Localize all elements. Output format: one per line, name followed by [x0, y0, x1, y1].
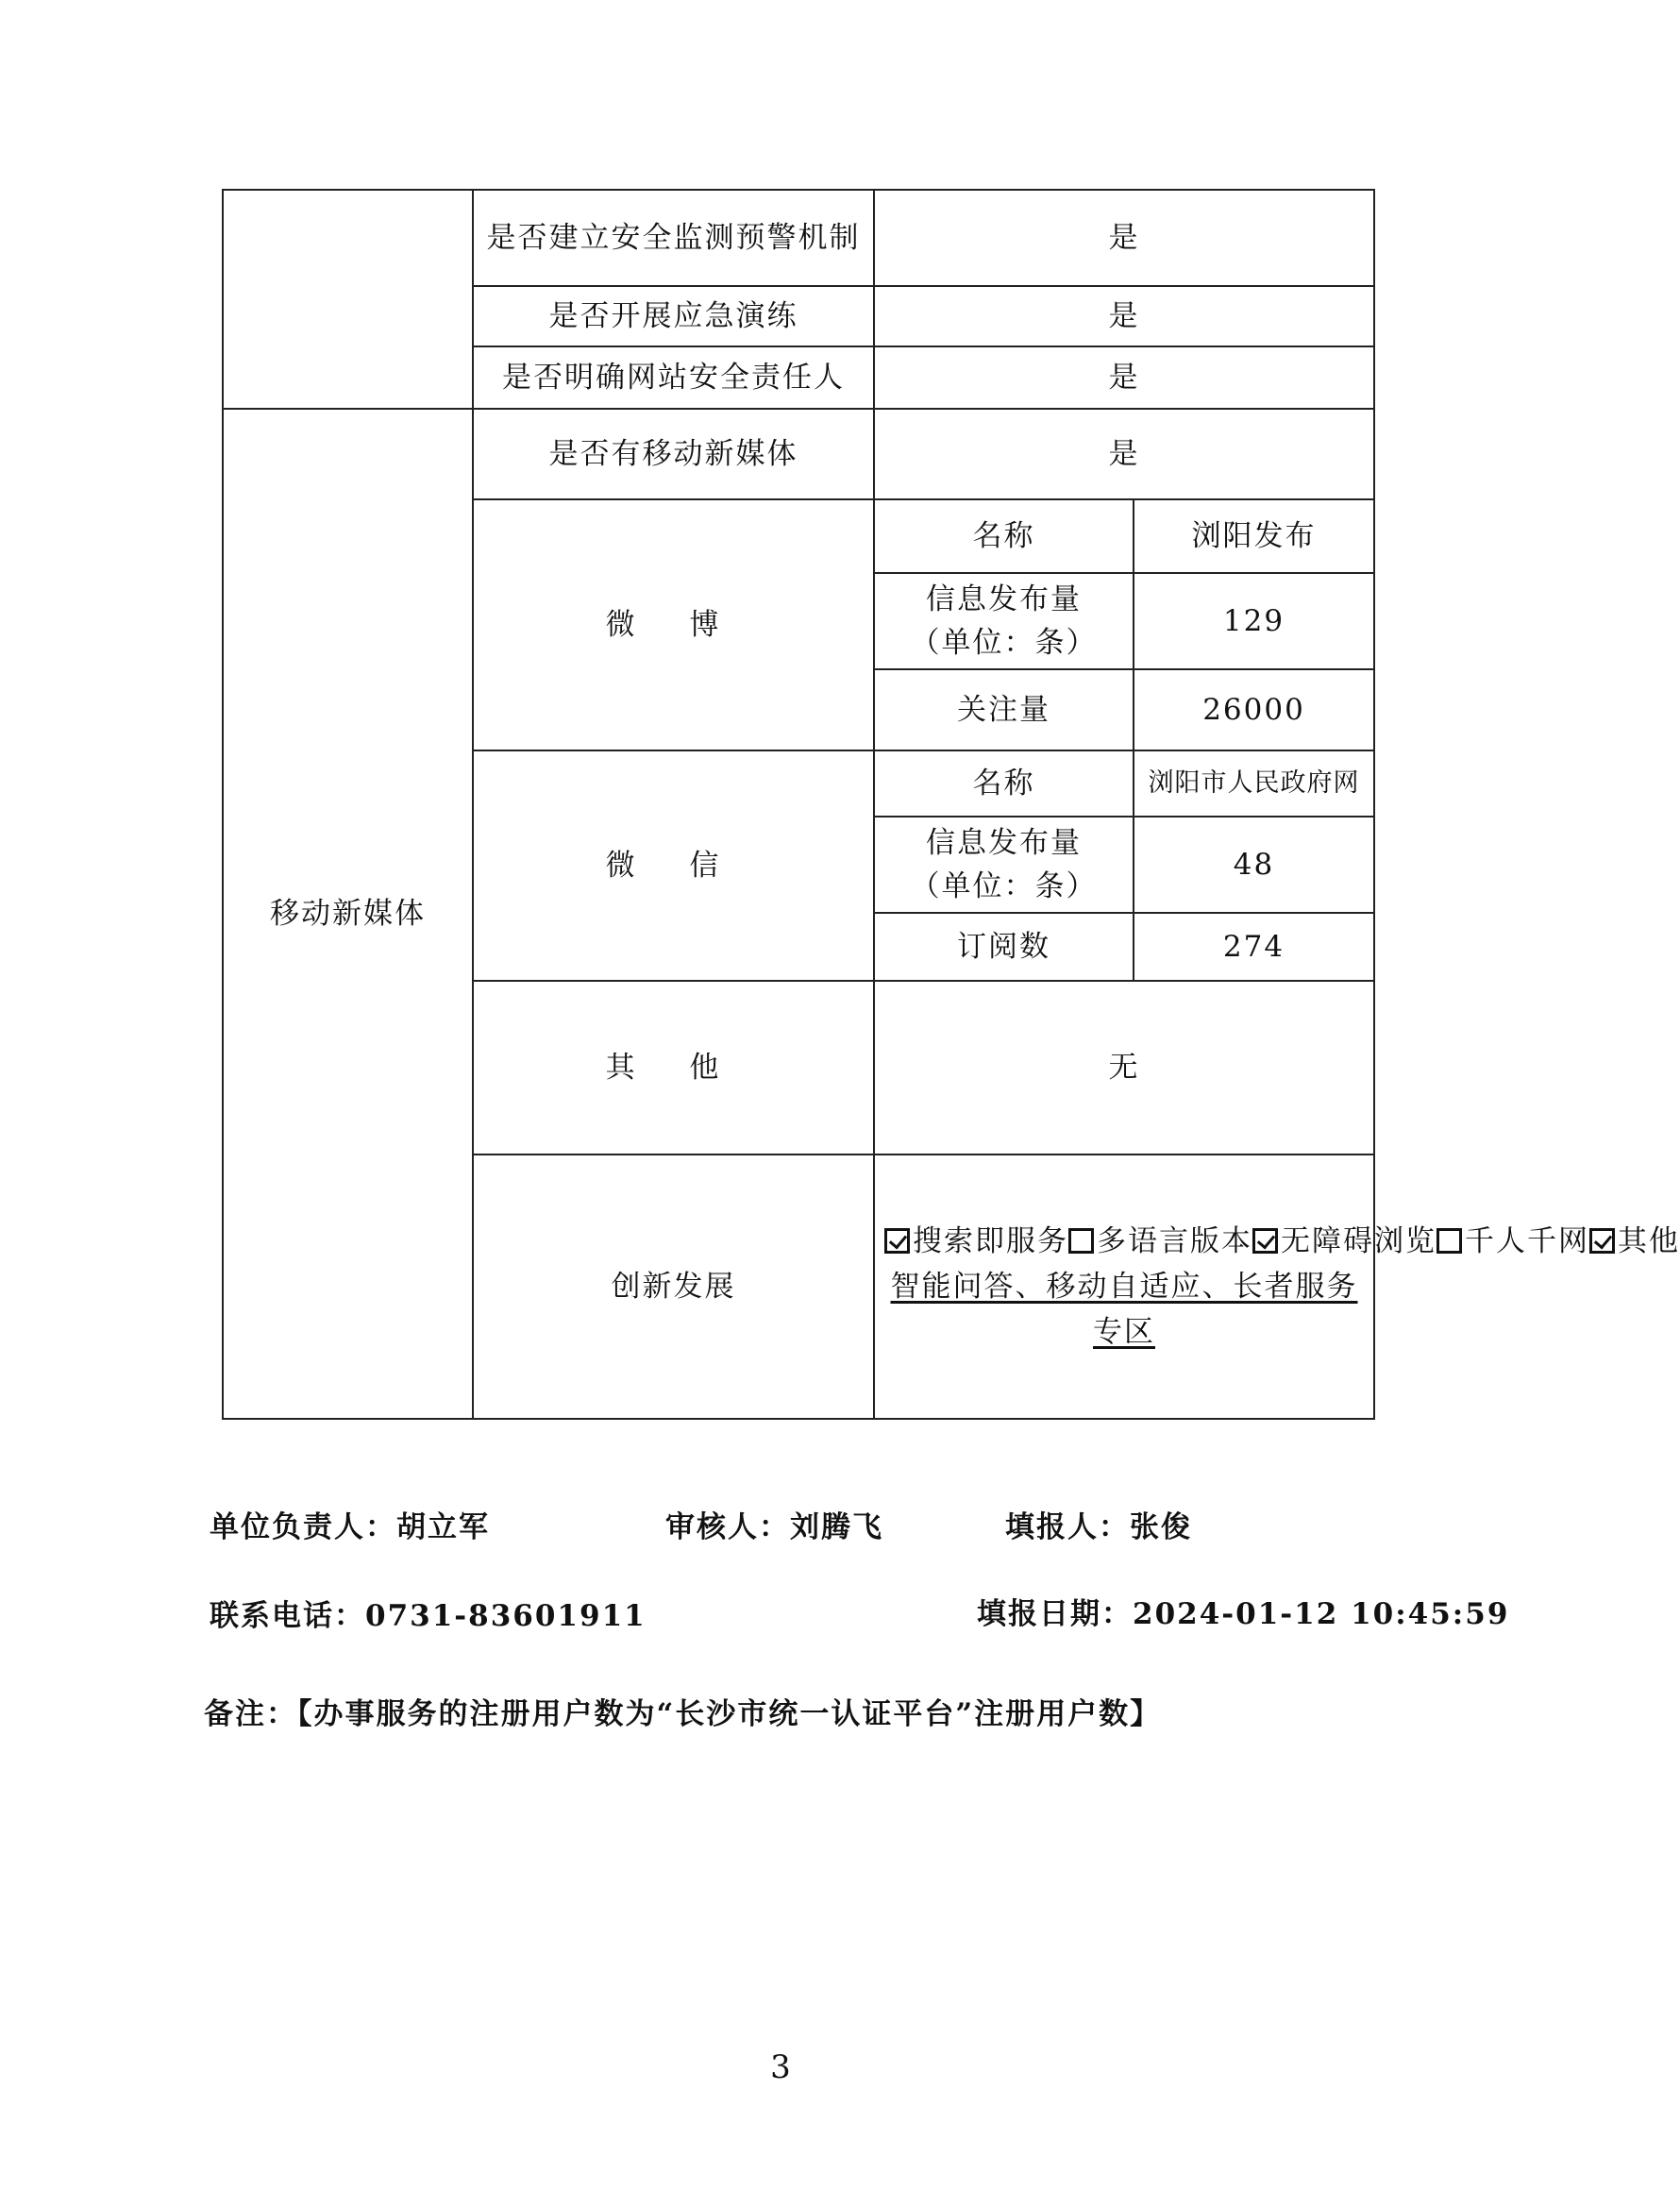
wechat-posts-label-line1: 信息发布量 [926, 826, 1082, 860]
unit-head: 单位负责人：胡立军 [210, 1510, 490, 1544]
wechat-posts-value: 48 [1134, 817, 1374, 913]
checkbox-icon[interactable] [1436, 1228, 1462, 1254]
drill-label: 是否开展应急演练 [473, 286, 874, 346]
weibo-followers-value: 26000 [1134, 669, 1374, 750]
monitoring-value: 是 [874, 190, 1374, 286]
fill-date: 填报日期：2024-01-12 10:45:59 [977, 1597, 1510, 1631]
other-media-value: 无 [874, 981, 1374, 1155]
monitoring-label: 是否建立安全监测预警机制 [473, 190, 874, 286]
wechat-posts-label-line2: （单位：条） [910, 869, 1098, 903]
wechat-label: 微 信 [473, 750, 874, 981]
weibo-posts-label-line1: 信息发布量 [926, 582, 1082, 616]
page-number: 3 [770, 2048, 791, 2086]
weibo-label: 微 博 [473, 499, 874, 750]
checkbox-icon[interactable] [1589, 1228, 1615, 1254]
weibo-followers-label: 关注量 [874, 669, 1134, 750]
weibo-posts-label [874, 573, 1134, 669]
checkbox-icon[interactable] [884, 1228, 910, 1254]
wechat-name-value: 浏阳市人民政府网 [1134, 750, 1374, 817]
security-section-cell [223, 190, 473, 409]
other-media-label: 其 他 [473, 981, 874, 1155]
responsible-label: 是否明确网站安全责任人 [473, 346, 874, 409]
option-multilingual[interactable]: 多语言版本 [1068, 1224, 1252, 1258]
innovation-options-line [884, 1219, 1680, 1264]
report-table [222, 189, 1680, 1420]
responsible-value: 是 [874, 346, 1374, 409]
innovation-label: 创新发展 [473, 1155, 874, 1419]
contact-phone: 联系电话：0731-83601911 [210, 1599, 647, 1633]
checkbox-icon[interactable] [1068, 1228, 1094, 1254]
drill-value: 是 [874, 286, 1374, 346]
weibo-posts-label-line2: （单位：条） [910, 626, 1098, 660]
filler: 填报人：张俊 [1005, 1510, 1192, 1544]
wechat-subscribers-value: 274 [1134, 913, 1374, 981]
mobile-media-label: 移动新媒体 [223, 409, 473, 1419]
option-accessible-browsing[interactable]: 无障碍浏览 [1252, 1224, 1436, 1258]
weibo-posts-value: 129 [1134, 573, 1374, 669]
has-mobile-media-label: 是否有移动新媒体 [473, 409, 874, 499]
weibo-name-label: 名称 [874, 499, 1134, 573]
weibo-name-value: 浏阳发布 [1134, 499, 1374, 573]
innovation-options [874, 1155, 1680, 1419]
reviewer: 审核人：刘腾飞 [665, 1510, 883, 1544]
checkbox-icon[interactable] [1252, 1228, 1278, 1254]
wechat-name-label: 名称 [874, 750, 1134, 817]
has-mobile-media-value: 是 [874, 409, 1374, 499]
option-personalized-sites[interactable]: 千人千网 [1436, 1224, 1589, 1258]
option-search-as-service[interactable]: 搜索即服务 [884, 1224, 1068, 1258]
wechat-posts-label [874, 817, 1134, 913]
innovation-other-text: 智能问答、移动自适应、长者服务专区 [890, 1270, 1358, 1349]
option-other[interactable]: 其他 [1589, 1224, 1680, 1258]
wechat-subscribers-label: 订阅数 [874, 913, 1134, 981]
remark: 备注：【办事服务的注册用户数为“长沙市统一认证平台”注册用户数】 [204, 1697, 1162, 1731]
